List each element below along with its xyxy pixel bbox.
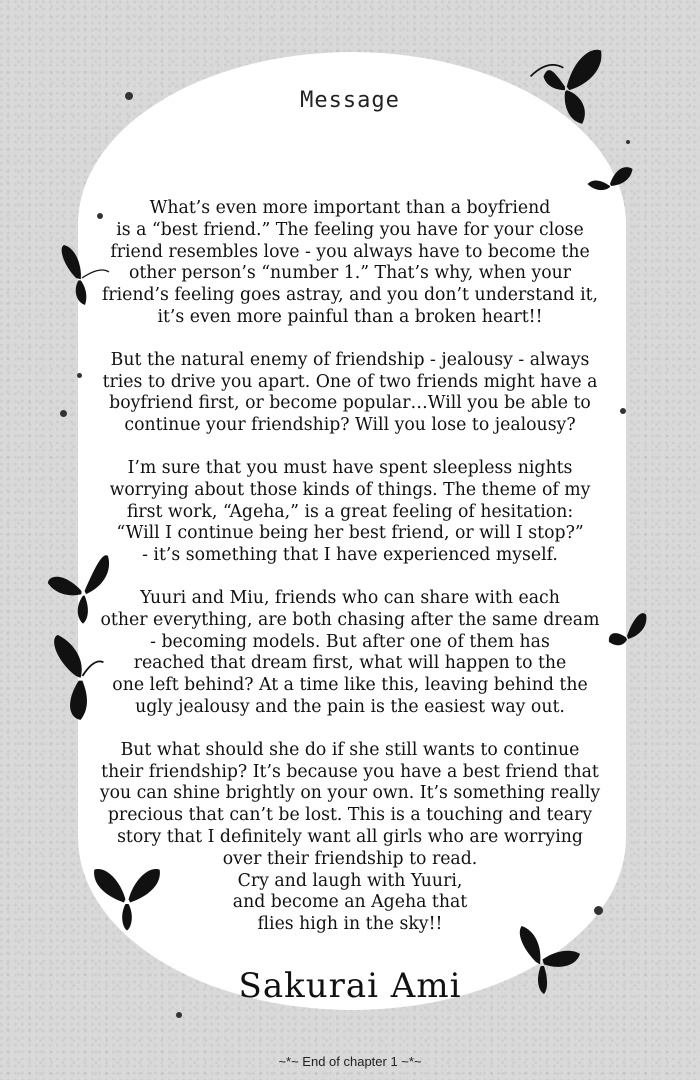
message-line: other everything, are both chasing after the same dream	[100, 609, 600, 630]
message-line: precious that can’t be lost. This is a touching and teary	[107, 805, 593, 826]
message-line: I’m sure that you must have spent sleepless nights	[127, 457, 573, 478]
message-line: - becoming models. But after one of them has	[150, 631, 550, 652]
message-line: you can shine brightly on your own. It’s something really	[99, 783, 601, 804]
message-line: Cry and laugh with Yuuri,	[237, 870, 463, 891]
message-line: What’s even more important than a boyfriend	[149, 198, 551, 218]
message-line: “Will I continue being her best friend, or will I stop?”	[116, 523, 584, 544]
message-line: first work, “Ageha,” is a great feeling of hesitation:	[126, 501, 574, 522]
message-paragraph	[90, 350, 610, 437]
message-line: continue your friendship? Will you lose to jealousy?	[124, 415, 576, 436]
ink-dot	[626, 140, 630, 144]
message-line: other person’s “number 1.” That’s why, when your	[128, 263, 572, 284]
message-line: friend’s feeling goes astray, and you don’t understand it,	[101, 285, 599, 306]
message-line: their friendship? It’s because you have a best friend that	[101, 761, 599, 782]
message-paragraph	[90, 458, 610, 567]
message-line: it’s even more painful than a broken heart!!	[157, 306, 543, 327]
message-line: one left behind? At a time like this, leaving behind the	[112, 675, 588, 696]
message-paragraph	[90, 198, 610, 329]
message-line: and become an Ageha that	[232, 892, 468, 913]
message-line: is a “best friend.” The feeling you have for your close	[116, 219, 584, 240]
message-line: story that I definitely want all girls who are worrying	[117, 826, 583, 847]
ink-dot	[77, 373, 82, 378]
message-line: Yuuri and Miu, friends who can share with each	[140, 587, 560, 608]
message-line: boyfriend first, or become popular…Will you be able to	[109, 393, 591, 414]
message-line: But what should she do if she still wants to continue	[120, 739, 580, 760]
message-paragraph	[90, 740, 610, 936]
message-line: But the natural enemy of friendship - jealousy - always	[110, 349, 590, 370]
message-line: ugly jealousy and the pain is the easiest way out.	[135, 696, 565, 717]
message-line: friend resembles love - you always have to become the	[110, 241, 590, 262]
message-line: reached that dream first, what will happen to the	[133, 653, 567, 674]
ink-dot	[620, 408, 626, 414]
butterfly-icon	[522, 42, 608, 128]
message-line: tries to drive you apart. One of two friends might have a	[102, 371, 598, 392]
author-signature: Sakurai Ami	[238, 966, 462, 1006]
message-body	[90, 198, 610, 957]
ink-dot	[176, 1012, 182, 1018]
message-line: - it’s something that I have experienced myself.	[142, 545, 558, 566]
ink-dot	[60, 410, 67, 417]
message-line: over their friendship to read.	[222, 848, 478, 869]
page-title: Message	[300, 88, 400, 113]
message-paragraph	[90, 588, 610, 719]
message-line: flies high in the sky!!	[257, 914, 443, 935]
message-line: worrying about those kinds of things. The theme of my	[109, 479, 591, 500]
chapter-end-footer: ~*~ End of chapter 1 ~*~	[278, 1054, 422, 1069]
